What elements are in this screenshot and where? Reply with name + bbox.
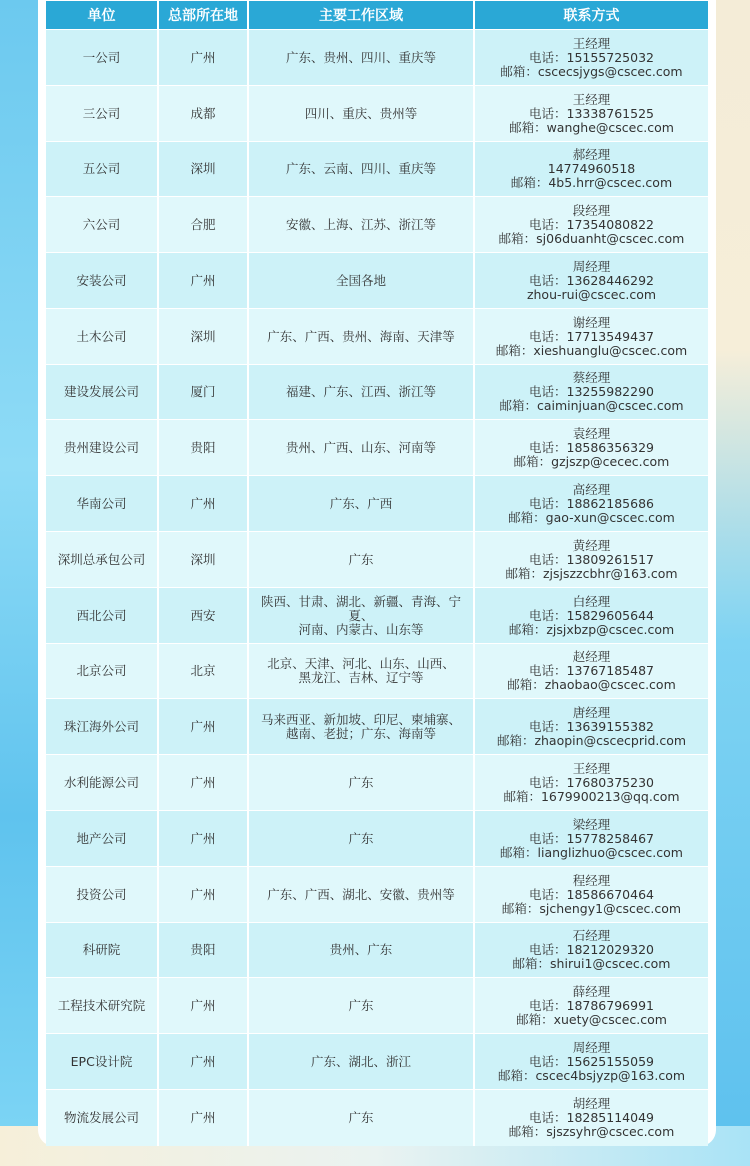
hq-cell: 广州 [159, 755, 247, 810]
contact-cell [475, 867, 708, 922]
contact-manager: 程经理 [572, 872, 611, 888]
contact-email: 邮箱：sjszsyhr@cscec.com [508, 1124, 675, 1139]
region-line: 广东、云南、四川、重庆等 [285, 161, 436, 176]
contact-manager: 薛经理 [572, 983, 611, 999]
hq-cell: 广州 [159, 811, 247, 866]
unit-cell: 投资公司 [46, 867, 157, 922]
contact-cell [475, 365, 708, 419]
contact-manager: 黄经理 [572, 537, 611, 553]
table-row [46, 1034, 708, 1089]
contact-phone: 电话：18212029320 [529, 942, 654, 957]
hq-cell: 深圳 [159, 309, 247, 364]
hq-cell: 厦门 [159, 365, 247, 419]
region-cell [249, 699, 473, 754]
contact-manager: 王经理 [572, 91, 611, 107]
region-cell [249, 811, 473, 866]
contact-cell [475, 253, 708, 308]
region-cell [249, 588, 473, 643]
hq-cell: 深圳 [159, 142, 247, 196]
unit-cell: 三公司 [46, 86, 157, 141]
contact-email: 邮箱：sj06duanht@cscec.com [498, 230, 685, 246]
hq-cell: 西安 [159, 588, 247, 643]
region-cell [249, 923, 473, 977]
contact-phone: 电话：18862185686 [529, 495, 654, 511]
contact-email: 邮箱：sjchengy1@cscec.com [501, 900, 682, 916]
contact-phone: 电话：17713549437 [529, 328, 654, 344]
unit-cell: 珠江海外公司 [46, 699, 157, 754]
unit-cell: 贵州建设公司 [46, 420, 157, 475]
contact-phone: 电话：18586356329 [529, 439, 654, 455]
region-line: 越南、老挝；广东、海南等 [285, 725, 436, 741]
contact-phone: 电话：13255982290 [529, 384, 654, 399]
region-cell [249, 476, 473, 531]
contact-manager: 王经理 [572, 760, 611, 776]
hq-cell: 贵阳 [159, 420, 247, 475]
hq-cell: 广州 [159, 30, 247, 85]
table-row [46, 978, 708, 1033]
unit-cell: 北京公司 [46, 644, 157, 698]
unit-cell: 五公司 [46, 142, 157, 196]
region-line: 贵州、广东 [329, 942, 393, 957]
hq-cell: 北京 [159, 644, 247, 698]
contact-phone: 电话：15625155059 [529, 1053, 654, 1069]
contact-manager: 谢经理 [572, 314, 611, 330]
region-cell [249, 309, 473, 364]
unit-cell: 安装公司 [46, 253, 157, 308]
region-cell [249, 1034, 473, 1089]
unit-cell: 水利能源公司 [46, 755, 157, 810]
region-line: 贵州、广西、山东、河南等 [285, 439, 436, 455]
unit-cell: 物流发展公司 [46, 1090, 157, 1146]
contact-cell [475, 420, 708, 475]
region-line: 北京、天津、河北、山东、山西、 [267, 656, 455, 671]
region-cell [249, 755, 473, 810]
contact-email: 邮箱：shirui1@cscec.com [512, 956, 671, 971]
contact-cell [475, 755, 708, 810]
contact-phone: 电话：18586670464 [529, 886, 654, 902]
contact-cell [475, 1034, 708, 1089]
region-cell [249, 253, 473, 308]
contact-cell [475, 86, 708, 141]
unit-cell: 深圳总承包公司 [46, 532, 157, 587]
table-row [46, 755, 708, 810]
recruitment-contact-table [44, 0, 710, 1147]
hq-cell: 广州 [159, 1034, 247, 1089]
region-cell [249, 420, 473, 475]
region-line: 广东、广西、湖北、安徽、贵州等 [267, 886, 455, 902]
contact-manager: 周经理 [572, 1039, 611, 1055]
region-line: 广东 [348, 1110, 374, 1125]
unit-cell: 六公司 [46, 197, 157, 252]
unit-cell: 西北公司 [46, 588, 157, 643]
region-cell [249, 532, 473, 587]
unit-cell: 华南公司 [46, 476, 157, 531]
contact-email: 邮箱：xieshuanglu@cscec.com [495, 342, 688, 358]
region-cell [249, 867, 473, 922]
hq-cell: 广州 [159, 1090, 247, 1146]
contact-cell [475, 923, 708, 977]
contact-cell [475, 811, 708, 866]
unit-cell: 建设发展公司 [46, 365, 157, 419]
table-row [46, 811, 708, 866]
contact-email: 邮箱：4b5.hrr@cscec.com [510, 175, 673, 190]
table-row [46, 476, 708, 531]
region-line: 广东 [348, 830, 374, 846]
contact-manager: 赵经理 [572, 649, 611, 664]
header-unit: 单位 [46, 1, 157, 29]
region-cell [249, 30, 473, 85]
contact-email: 邮箱：xuety@cscec.com [516, 1011, 667, 1027]
unit-cell: 科研院 [46, 923, 157, 977]
region-line: 广东、广西 [329, 495, 393, 511]
table-row [46, 420, 708, 475]
contact-phone: 电话：18285114049 [529, 1110, 654, 1125]
contact-manager: 袁经理 [572, 425, 611, 441]
region-line: 广东 [348, 997, 374, 1013]
contact-cell [475, 588, 708, 643]
contact-cell [475, 30, 708, 85]
region-cell [249, 1090, 473, 1146]
table-row [46, 867, 708, 922]
unit-cell: 一公司 [46, 30, 157, 85]
contact-phone: 电话：18786796991 [529, 997, 654, 1013]
contact-email: 邮箱：gzjszp@cecec.com [513, 453, 670, 469]
unit-cell: EPC设计院 [46, 1034, 157, 1089]
contact-email: 邮箱：cscecsjygs@cscec.com [500, 63, 683, 79]
contact-email: 邮箱：zjsjszzcbhr@163.com [505, 565, 678, 581]
header-hq: 总部所在地 [159, 1, 247, 29]
contact-phone: 电话：13338761525 [529, 105, 654, 121]
header-contact: 联系方式 [475, 1, 708, 29]
table-row [46, 644, 708, 698]
hq-cell: 广州 [159, 867, 247, 922]
hq-cell: 成都 [159, 86, 247, 141]
hq-cell: 广州 [159, 978, 247, 1033]
contact-manager: 白经理 [572, 593, 611, 609]
unit-cell: 工程技术研究院 [46, 978, 157, 1033]
contact-phone: 电话：15155725032 [529, 49, 654, 65]
contact-email: 邮箱：lianglizhuo@cscec.com [500, 844, 683, 860]
contact-email: 邮箱：caiminjuan@cscec.com [499, 398, 684, 413]
table-row [46, 253, 708, 308]
table-row [46, 142, 708, 196]
contact-cell [475, 197, 708, 252]
region-line: 安徽、上海、江苏、浙江等 [285, 216, 436, 232]
table-header-row [46, 1, 708, 29]
hq-cell: 贵阳 [159, 923, 247, 977]
contact-phone: 电话：13639155382 [529, 718, 654, 734]
table-row [46, 365, 708, 419]
contact-phone: 电话：13628446292 [529, 272, 654, 288]
table-row [46, 197, 708, 252]
region-line: 广东、贵州、四川、重庆等 [285, 49, 436, 65]
hq-cell: 广州 [159, 476, 247, 531]
contact-manager: 唐经理 [572, 704, 611, 720]
region-cell [249, 197, 473, 252]
hq-cell: 广州 [159, 699, 247, 754]
hq-cell: 深圳 [159, 532, 247, 587]
contact-phone: 电话：15778258467 [529, 830, 654, 846]
table-row [46, 532, 708, 587]
region-cell [249, 978, 473, 1033]
contact-manager: 王经理 [572, 35, 611, 51]
contact-manager: 梁经理 [572, 816, 611, 832]
header-region: 主要工作区域 [249, 1, 473, 29]
region-line: 黑龙江、吉林、辽宁等 [298, 670, 424, 685]
table-row [46, 1090, 708, 1146]
region-line: 马来西亚、新加坡、印尼、柬埔寨、 [260, 711, 461, 727]
contact-phone: 电话：13809261517 [529, 551, 654, 567]
contact-cell [475, 476, 708, 531]
region-line: 广东 [348, 774, 374, 790]
contact-cell [475, 644, 708, 698]
contact-phone: 电话：17354080822 [529, 216, 654, 232]
unit-cell: 土木公司 [46, 309, 157, 364]
contact-manager: 周经理 [572, 258, 611, 274]
contact-manager: 高经理 [572, 481, 611, 497]
region-line: 广东、湖北、浙江 [310, 1053, 411, 1069]
table-row [46, 30, 708, 85]
contact-cell [475, 1090, 708, 1146]
region-line: 福建、广东、江西、浙江等 [285, 384, 436, 399]
region-cell [249, 142, 473, 196]
contact-cell [475, 699, 708, 754]
unit-cell: 地产公司 [46, 811, 157, 866]
contact-manager: 蔡经理 [572, 370, 611, 385]
contact-cell [475, 532, 708, 587]
table-row [46, 923, 708, 977]
contact-phone: 电话：13767185487 [529, 663, 654, 678]
contact-email: 邮箱：zhaopin@cscecprid.com [496, 732, 687, 748]
contact-cell [475, 978, 708, 1033]
contact-email: 邮箱：cscec4bsjyzp@163.com [497, 1067, 686, 1083]
table-row [46, 588, 708, 643]
contact-email: 邮箱：gao-xun@cscec.com [508, 509, 675, 525]
region-line: 广东 [348, 551, 374, 567]
contact-email: 邮箱：zhaobao@cscec.com [507, 677, 676, 692]
table-row [46, 699, 708, 754]
contact-email: zhou-rui@cscec.com [526, 286, 657, 302]
hq-cell: 广州 [159, 253, 247, 308]
contact-manager: 郝经理 [572, 147, 611, 162]
region-line: 全国各地 [335, 272, 386, 288]
contact-cell [475, 142, 708, 196]
region-line: 广东、广西、贵州、海南、天津等 [267, 328, 455, 344]
contact-phone: 电话：15829605644 [529, 607, 654, 623]
region-line: 四川、重庆、贵州等 [304, 105, 418, 121]
table-row [46, 309, 708, 364]
contact-email: 邮箱：wanghe@cscec.com [509, 119, 674, 135]
contact-manager: 段经理 [572, 202, 611, 218]
contact-email: 邮箱：zjsjxbzp@cscec.com [508, 621, 675, 637]
contact-manager: 石经理 [572, 928, 611, 943]
table-row [46, 86, 708, 141]
contact-phone: 14774960518 [547, 161, 636, 176]
region-cell [249, 365, 473, 419]
contact-email: 邮箱：1679900213@qq.com [503, 788, 680, 804]
contact-manager: 胡经理 [572, 1096, 611, 1111]
region-cell [249, 86, 473, 141]
contact-cell [475, 309, 708, 364]
region-line: 河南、内蒙古、山东等 [298, 621, 424, 637]
region-cell [249, 644, 473, 698]
hq-cell: 合肥 [159, 197, 247, 252]
contact-phone: 电话：17680375230 [529, 774, 654, 790]
region-line: 陕西、甘肃、湖北、新疆、青海、宁夏、 [260, 593, 461, 623]
